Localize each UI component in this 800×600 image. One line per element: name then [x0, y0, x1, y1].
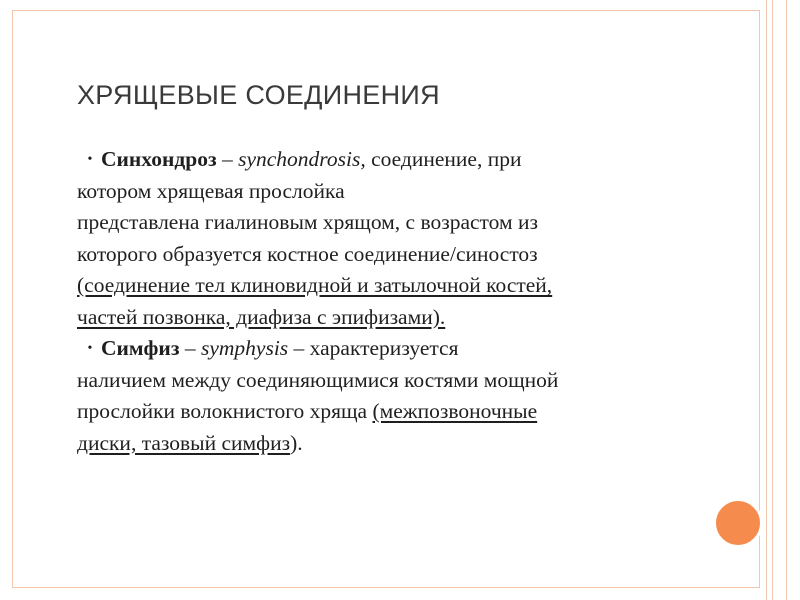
bullet-item-synchondrosis: [77, 144, 697, 333]
bullet-icon: •: [87, 341, 93, 356]
decorative-circle: [713, 498, 763, 548]
decorative-line: [772, 0, 773, 600]
decorative-line: [786, 0, 787, 600]
text-line: ).: [290, 430, 303, 455]
decorative-line: [766, 0, 767, 600]
latin-symphysis: symphysis: [200, 336, 289, 360]
term-symphysis: Симфиз: [101, 336, 180, 360]
text-line: наличием между соединяющимися костями мощной: [77, 367, 559, 392]
dash: –: [288, 336, 310, 360]
text-line: котором хрящевая прослойка: [77, 178, 345, 203]
dash: –: [216, 147, 239, 171]
latin-synchondrosis: synchondrosis,: [238, 147, 366, 171]
term-synchondrosis: Синхондроз: [101, 147, 217, 171]
example-line: диски, тазовый симфиз: [77, 430, 291, 455]
bullet-item-symphysis: [77, 333, 697, 459]
text-line: которого образуется костное соединение/синостоз: [77, 241, 538, 266]
text-line: характеризуется: [309, 336, 459, 360]
text-line: представлена гиалиновым хрящом, с возрастом из: [77, 210, 538, 234]
slide-title: ХРЯЩЕВЫЕ СОЕДИНЕНИЯ: [77, 80, 440, 110]
bullet-icon: •: [87, 152, 93, 167]
text-line: прослойки волокнистого хряща: [77, 399, 373, 423]
text-line: соединение, при: [365, 147, 522, 171]
example-line: (соединение тел клиновидной и затылочной костей,: [77, 273, 553, 297]
example-line: (межпозвоночные: [372, 399, 538, 423]
slide-content: [77, 144, 697, 459]
example-line: частей позвонка, диафиза с эпифизами).: [77, 304, 446, 329]
dash: –: [179, 336, 201, 360]
